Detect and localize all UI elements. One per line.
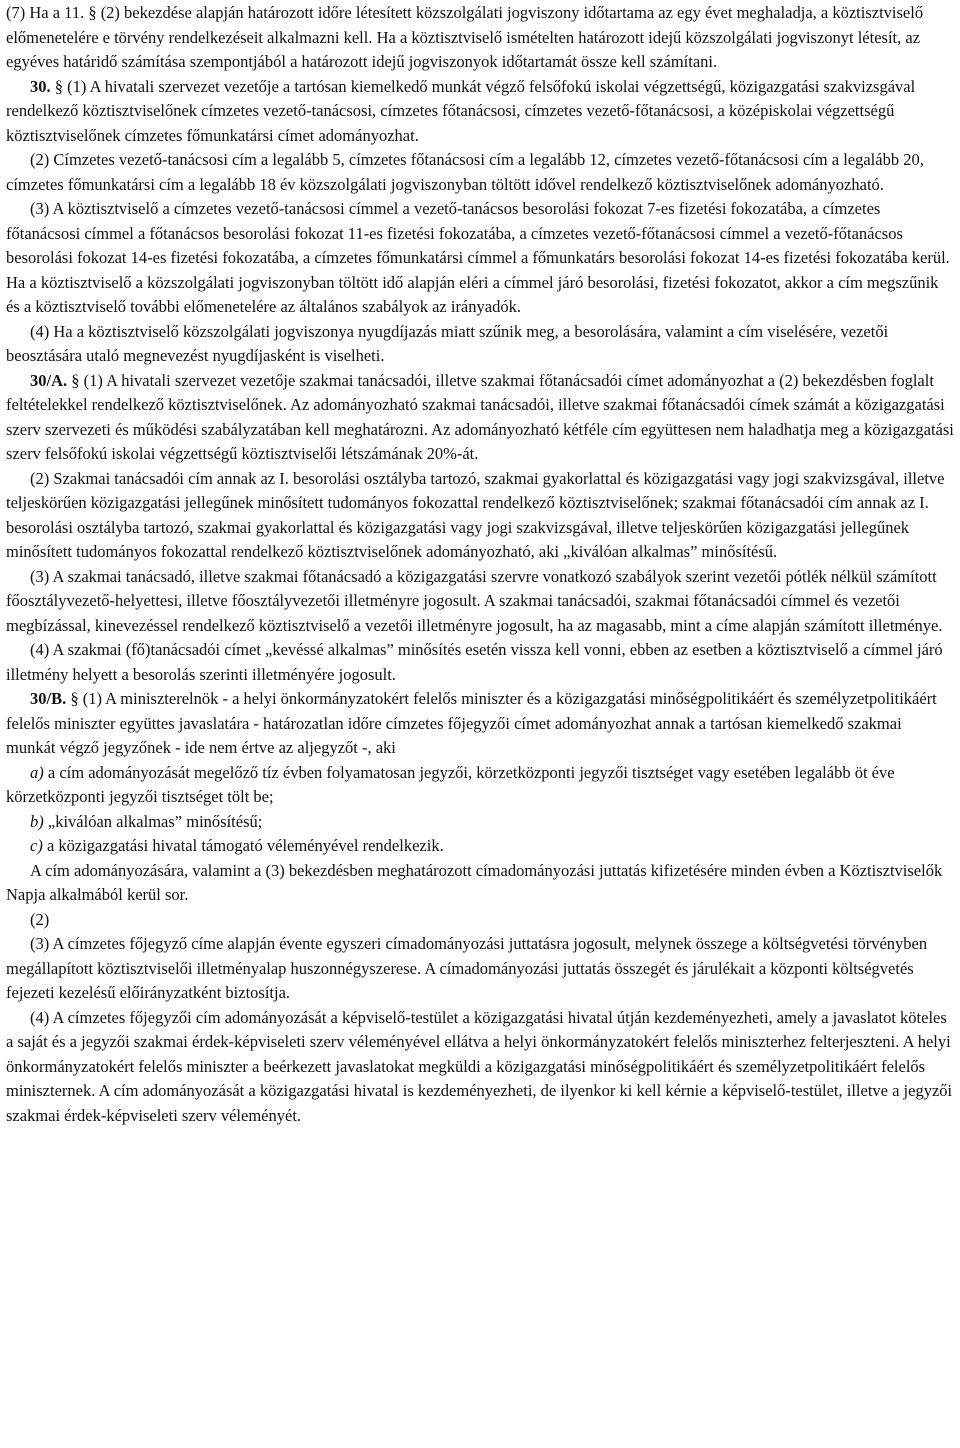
section-30b-item-b: b) „kiválóan alkalmas” minősítésű;	[30, 811, 263, 831]
section-30b-item-a: a) a cím adományozását megelőző tíz évben folyamatosan jegyzői, körzetközponti jegyzői tisztséget vagy esetében legalább öt éve körzetközponti jegyzői tisztséget tölt be;	[6, 762, 895, 806]
section-30-paragraph-1: 30. § (1) A hivatali szervezet vezetője a tartósan kiemelkedő munkát végző felsőfokú iskolai végzettségű, közigazgatási szakvizsgával rendelkező köztisztviselőnek címzetes vezető-tanácsosi, címzetes főtanácsosi, címzetes vezető-főtanácsosi, a középiskolai végzettségű köztisztviselőnek címzetes főmunkatársi címet adományozhat.	[6, 76, 916, 145]
section-30b-paragraph-4: (4) A címzetes főjegyzői cím adományozását a képviselő-testület a közigazgatási hivatal útján kezdeményezheti, amely a javaslatot köteles a saját és a jegyzői szakmai érdek-képviseleti szerv véleményével ellátva a helyi önkormányzatokért felelős miniszterhez felterjeszteni. A helyi önkormányzatokért felelős miniszter a beérkezett javaslatokat megküldi a közigazgatási minőségpolitikáért és személyzetpolitikáért felelős miniszternek. A cím adományozását a közigazgatási hivatal is kezdeményezheti, de ilyenkor ki kell kérnie a képviselő-testület, illetve a jegyzői szakmai érdek-képviseleti szerv véleményét.	[6, 1007, 953, 1125]
section-30b-label: 30/B.	[30, 689, 67, 708]
section-30-paragraph-4: (4) Ha a köztisztviselő közszolgálati jogviszonya nyugdíjazás miatt szűnik meg, a besorolására, valamint a cím viselésére, vezetői beosztására utaló megnevezést nyugdíjasként is viselheti.	[6, 321, 889, 365]
section-30b-paragraph-2: (2)	[30, 909, 50, 929]
section-30a-paragraph-3: (3) A szakmai tanácsadó, illetve szakmai főtanácsadó a közigazgatási szervre vonatkozó szabályok szerint vezetői pótlék nélkül számított főosztályvezető-helyettesi, illetve főosztályvezetői illetményre jogosult. A szakmai tanácsadói, szakmai főtanácsadói címmel és vezetői megbízással, kinevezéssel rendelkező köztisztviselő a vezetői illetményre jogosult, ha az magasabb, mint a címe alapján számított illetménye.	[6, 566, 943, 635]
section-30a-paragraph-4: (4) A szakmai (fő)tanácsadói címet „kevéssé alkalmas” minősítés esetén vissza kell vonni, ebben az esetben a köztisztviselő a címmel járó illetmény helyett a besorolás szerinti illetményére jogosult.	[6, 640, 943, 684]
section-30-paragraph-2: (2) Címzetes vezető-tanácsosi cím a legalább 5, címzetes főtanácsosi cím a legalább 12, címzetes vezető-főtanácsosi cím a legalább 20, címzetes főmunkatársi cím a legalább 18 év közszolgálati jogviszonyban töltött idővel rendelkező köztisztviselőnek adományozható.	[6, 150, 924, 194]
section-30b-paragraph-3: (3) A címzetes főjegyző címe alapján évente egyszeri címadományozási juttatásra jogosult, melynek összege a költségvetési törvényben megállapított köztisztviselői illetményalap huszonnégyszerese. A címadományozási juttatás összegét és járulékait a központi költségvetés fejezeti kezelésű előirányzatként biztosítja.	[6, 934, 928, 1002]
section-30-label: 30.	[30, 76, 51, 96]
section-30-paragraph-3: (3) A köztisztviselő a címzetes vezető-tanácsosi címmel a vezető-tanácsos besorolási fokozat 7-es fizetési fokozatába, a címzetes főtanácsosi címmel a főtanácsos besorolási fokozat 11-es fizetési fokozatába, a címzetes vezető-főtanácsosi címmel a vezető-főtanácsos besorolási fokozat 14-es fizetési fokozatába, a címzetes főmunkatársi címmel a főmunkatárs besorolási fokozat 14-es fizetési fokozatába kerül. Ha a köztisztviselő a közszolgálati jogviszonyban töltött idő alapján eléri a címmel járó besorolási, fizetési fokozatot, akkor a cím megszűnik és a köztisztviselő további előmenetelére az általános szabályok az irányadók.	[6, 199, 950, 316]
paragraph-11-7: (7) Ha a 11. § (2) bekezdése alapján határozott időre létesített közszolgálati jogviszony időtartama az egy évet meghaladja, a köztisztviselő előmenetelére e törvény rendelkezéseit alkalmazni kell. Ha a köztisztviselő ismételten határozott idejű közszolgálati jogviszonyt létesít, az egyéves határidő számítása szempontjából a határozott idejű jogviszonyok időtartamát össze kell számítani.	[6, 3, 924, 71]
section-30a-paragraph-1: 30/A. § (1) A hivatali szervezet vezetője szakmai tanácsadói, illetve szakmai főtanácsadói címet adományozhat a (2) bekezdésben foglalt feltételekkel rendelkező köztisztviselőnek. Az adományozható szakmai tanácsadói, illetve szakmai főtanácsadói címek számát a közigazgatási szerv szervezeti és működési szabályzatában kell meghatározni. Az adományozható kétféle cím együttesen nem haladhatja meg a közigazgatási szerv felsőfokú iskolai végzettségű köztisztviselői létszámának 20%-át.	[6, 370, 954, 463]
section-30a-paragraph-2: (2) Szakmai tanácsadói cím annak az I. besorolási osztályba tartozó, szakmai gyakorlattal és közigazgatási vagy jogi szakvizsgával, illetve teljeskörűen közigazgatási jellegűnek minősített tudományos fokozattal rendelkező köztisztviselőnek; szakmai főtanácsadói cím annak az I. besorolási osztályba tartozó, szakmai gyakorlattal és közigazgatási vagy jogi szakvizsgával, illetve teljeskörűen közigazgatási jellegűnek minősített tudományos fokozattal rendelkező köztisztviselőnek adományozható, aki „kiválóan alkalmas” minősítésű.	[6, 468, 945, 561]
section-30b-item-c: c) a közigazgatási hivatal támogató véleményével rendelkezik.	[30, 836, 444, 855]
section-30b-paragraph-1: 30/B. § (1) A miniszterelnök - a helyi önkormányzatokért felelős miniszter és a közigazgatási minőségpolitikáért és személyzetpolitikáért felelős miniszter együttes javaslatára - határozatlan időre címzetes főjegyzői címet adományozhat annak a tartósan kiemelkedő szakmai munkát végző jegyzőnek - ide nem értve az aljegyzőt -, aki	[6, 689, 937, 757]
section-30b-paragraph-1-tail: A cím adományozására, valamint a (3) bekezdésben meghatározott címadományozási juttatás kifizetésére minden évben a Köztisztviselők Napja alkalmából kerül sor.	[6, 860, 943, 904]
section-30a-label: 30/A.	[30, 370, 68, 390]
